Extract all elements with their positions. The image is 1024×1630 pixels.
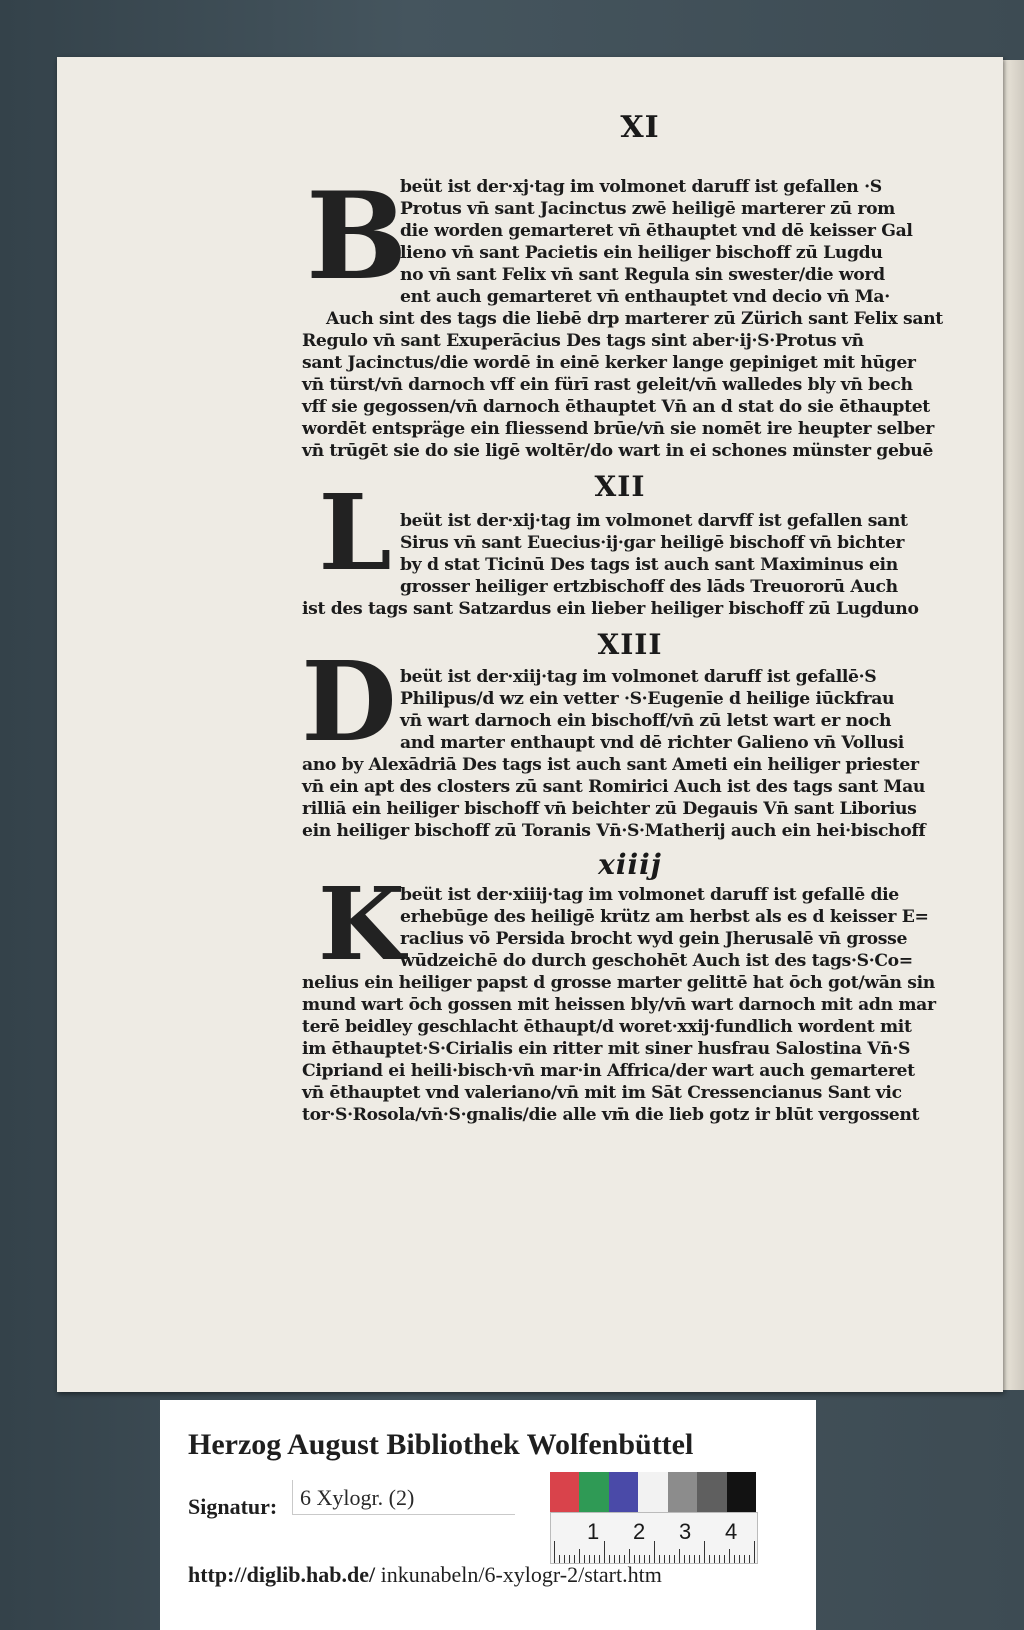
text-line: beüt ist der·xj·tag im volmonet daruff ist gefallen ·S xyxy=(400,177,882,197)
ruler-tick xyxy=(749,1555,750,1563)
text-line: ent auch gemarteret vn̄ enthauptet vnd decio vn̄ Ma· xyxy=(400,287,890,307)
text-line: grosser heiliger ertzbischoff des lāds Treuororū Auch xyxy=(400,577,898,597)
ruler-tick xyxy=(704,1541,705,1563)
text-line: Auch sint des tags die liebē drp marterer zū Zürich sant Felix sant xyxy=(326,309,943,329)
library-label-card xyxy=(160,1400,816,1630)
text-line: Protus vn̄ sant Jacinctus zwē heiligē marterer zū rom xyxy=(400,199,896,219)
url-host: http://diglib.hab.de/ xyxy=(188,1562,376,1587)
initial-letter-b: B xyxy=(306,166,408,307)
text-line: vn̄ ein apt des closters zū sant Romirici Auch ist des tags sant Mau xyxy=(302,777,926,797)
ruler-number: 3 xyxy=(679,1519,692,1544)
library-name: Herzog August Bibliothek Wolfenbüttel xyxy=(188,1428,694,1461)
text-line: beüt ist der·xiij·tag im volmonet daruff ist gefallē·S xyxy=(400,667,877,687)
text-line: sant Jacinctus/die wordē in einē kerker lange gepiniget mit hūger xyxy=(302,353,916,373)
text-line: im ēthauptet·S·Cirialis ein ritter mit siner husfrau Salostina Vn̄·S xyxy=(302,1039,911,1059)
ruler-number: 1 xyxy=(587,1519,600,1544)
ruler-tick xyxy=(714,1555,715,1563)
color-swatch xyxy=(579,1472,608,1512)
scale-ruler xyxy=(550,1512,758,1564)
section-heading: XIII xyxy=(597,628,663,661)
text-line: nelius ein heiliger papst d grosse marter gelittē hat ōch got/wān sin xyxy=(302,973,935,993)
ruler-tick xyxy=(679,1549,680,1563)
initial-letter-k: K xyxy=(318,865,405,983)
ruler-number: 4 xyxy=(725,1519,738,1544)
initial-letter-l: L xyxy=(318,471,392,594)
text-line: vn̄ türst/vn̄ darnoch vff ein fürī rast geleit/vn̄ walledes bly vn̄ bech xyxy=(302,375,913,395)
text-line: vn̄ ēthauptet vnd valeriano/vn̄ mit im Sāt Cressencianus Sant vic xyxy=(302,1083,902,1103)
text-line: vn̄ wart darnoch ein bischoff/vn̄ zū letst wart er noch xyxy=(400,711,892,731)
text-line: no vn̄ sant Felix vn̄ sant Regula sin swester/die word xyxy=(400,265,885,285)
text-line: terē beidley geschlacht ēthaupt/d woret·xxij·fundlich wordent mit xyxy=(302,1017,912,1037)
text-line: raclius vō Persida brocht wyd gein Jherusalē vn̄ grosse xyxy=(400,929,908,949)
signature-value: 6 Xylogr. (2) xyxy=(300,1485,415,1510)
text-line: lieno vn̄ sant Pacietis ein heiliger bischoff zū Lugdu xyxy=(400,243,883,263)
ruler-tick xyxy=(629,1549,630,1563)
ruler-tick xyxy=(554,1541,555,1563)
ruler-tick xyxy=(654,1541,655,1563)
text-line: vff sie gegossen/vn̄ darnoch ēthauptet Vn̄ an d stat do sie ēthauptet xyxy=(302,397,930,417)
text-line: vn̄ trūgēt sie do sie ligē woltēr/do wart in ei schones münster gebuē xyxy=(302,441,933,461)
ruler-tick xyxy=(754,1541,755,1563)
ruler-tick xyxy=(724,1555,725,1563)
text-line: erhebūge des heiligē krütz am herbst als es d keisser E= xyxy=(400,907,929,927)
signature-label: Signatur: xyxy=(188,1494,278,1519)
text-line: die worden gemarteret vn̄ ēthauptet vnd dē keisser Gal xyxy=(400,221,913,241)
text-line: tor·S·Rosola/vn̄·S·gnalis/die alle vm̄ die lieb gotz ir blūt vergossent xyxy=(302,1105,920,1125)
color-swatch xyxy=(550,1472,579,1512)
text-line: Regulo vn̄ sant Exuperācius Des tags sint aber·ij·S·Protus vn̄ xyxy=(302,331,864,351)
text-line: beüt ist der·xij·tag im volmonet darvff ist gefallen sant xyxy=(400,511,908,531)
text-line: rilliā ein heiliger bischoff vn̄ beichter zū Degauis Vn̄ sant Liborius xyxy=(302,799,917,819)
ruler-tick xyxy=(694,1555,695,1563)
ruler-number: 2 xyxy=(633,1519,646,1544)
section-heading: xiiij xyxy=(598,848,662,881)
folio-number: XI xyxy=(620,110,660,145)
ruler-tick xyxy=(664,1555,665,1563)
section-heading: XII xyxy=(594,470,646,503)
ruler-tick xyxy=(579,1549,580,1563)
ruler-tick xyxy=(674,1555,675,1563)
text-line: beüt ist der·xiiij·tag im volmonet daruff ist gefallē die xyxy=(400,885,899,905)
text-line: wordēt entspräge ein fliessend brūe/vn̄ sie nomēt ire heupter selber xyxy=(302,419,934,439)
ruler-tick xyxy=(739,1555,740,1563)
text-line: ist des tags sant Satzardus ein lieber heiliger bischoff zū Lugduno xyxy=(302,599,919,619)
url-path: inkunabeln/6-xylogr-2/start.htm xyxy=(380,1562,662,1587)
ruler-tick xyxy=(709,1555,710,1563)
color-swatch xyxy=(697,1472,726,1512)
ruler-tick xyxy=(699,1555,700,1563)
color-calibration-bar xyxy=(550,1472,756,1512)
text-line: Philipus/d wz ein vetter ·S·Eugenīe d heilige iūckfrau xyxy=(400,689,895,709)
ruler-tick xyxy=(719,1555,720,1563)
text-line: mund wart ōch gossen mit heissen bly/vn̄ wart darnoch mit adn mar xyxy=(302,995,936,1015)
ruler-tick xyxy=(744,1555,745,1563)
text-line: ein heiliger bischoff zū Toranis Vn̄·S·Matherij auch ein hei·bischoff xyxy=(302,821,926,841)
catalog-url xyxy=(188,1562,662,1588)
color-swatch xyxy=(638,1472,667,1512)
text-line: ano by Alexādriā Des tags ist auch sant Ameti ein heiliger priester xyxy=(302,755,919,775)
ruler-tick xyxy=(684,1555,685,1563)
text-line: Sirus vn̄ sant Euecius·ij·gar heiligē bischoff vn̄ bichter xyxy=(400,533,905,553)
ruler-tick xyxy=(689,1555,690,1563)
initial-letter-d: D xyxy=(301,637,397,766)
ruler-tick xyxy=(734,1555,735,1563)
color-swatch xyxy=(609,1472,638,1512)
text-line: by d stat Ticinū Des tags ist auch sant Maximinus ein xyxy=(400,555,898,575)
ruler-tick xyxy=(669,1555,670,1563)
text-line: wūdzeichē do durch geschohēt Auch ist des tags·S·Co= xyxy=(400,951,913,971)
text-line: Cipriand ei heili·bisch·vn̄ mar·in Affrica/der wart auch gemarteret xyxy=(302,1061,915,1081)
text-line: and marter enthaupt vnd dē richter Galieno vn̄ Vollusi xyxy=(400,733,904,753)
ruler-tick xyxy=(729,1549,730,1563)
ruler-tick xyxy=(604,1541,605,1563)
color-swatch xyxy=(727,1472,756,1512)
color-swatch xyxy=(668,1472,697,1512)
